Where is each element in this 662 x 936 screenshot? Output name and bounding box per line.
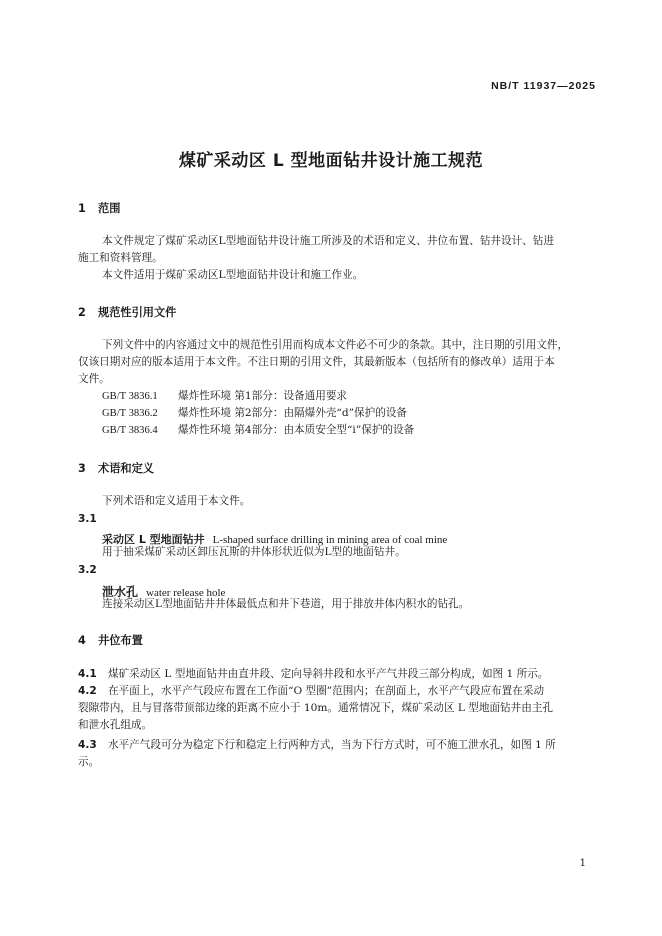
reference-code: GB/T 3836.2: [102, 408, 158, 419]
section-4-heading: [78, 632, 143, 648]
section-title: 规范性引用文件: [98, 306, 177, 319]
paragraph-cont: 仅该日期对应的版本适用于本文件。不注日期的引用文件，其最新版本（包括所有的修改单）适用于本: [78, 356, 555, 368]
paragraph: 本文件适用于煤矿采动区L型地面钻井设计和施工作业。: [102, 269, 364, 281]
term-definition: 用于抽采煤矿采动区卸压瓦斯的井体形状近似为L型的地面钻井。: [102, 546, 406, 558]
paragraph: 下列术语和定义适用于本文件。: [102, 495, 251, 507]
section-number: 3: [78, 462, 86, 475]
clause-text-cont: 和泄水孔组成。: [78, 719, 153, 731]
section-number: 1: [78, 202, 86, 215]
clause-text: 水平产气段可分为稳定下行和稳定上行两种方式，当为下行方式时，可不施工泄水孔，如图 1 所: [108, 739, 556, 751]
section-3-heading: [78, 460, 154, 476]
standard-number: NB/T 11937—2025: [491, 80, 596, 92]
reference-code: GB/T 3836.1: [102, 391, 158, 402]
reference-title: 爆炸性环境 第4部分：由本质安全型“i”保护的设备: [178, 424, 415, 436]
term-number: 3.1: [78, 513, 97, 525]
section-title: 井位布置: [98, 634, 143, 647]
page-number: 1: [579, 858, 586, 869]
section-1-heading: [78, 200, 120, 216]
paragraph: 下列文件中的内容通过文中的规范性引用而构成本文件必不可少的条款。其中，注日期的引用文件，: [102, 339, 569, 351]
paragraph: 本文件规定了煤矿采动区L型地面钻井设计施工所涉及的术语和定义、井位布置、钻井设计、钻进: [102, 235, 554, 247]
section-title: 范围: [98, 202, 121, 215]
paragraph-cont: 文件。: [78, 373, 110, 385]
section-number: 2: [78, 306, 86, 319]
clause-number: 4.3: [78, 739, 97, 751]
clause-4-3: [78, 737, 556, 754]
term-english: L-shaped surface drilling in mining area of coal mine: [212, 534, 448, 546]
clause-text-cont: 示。: [78, 756, 100, 768]
section-title: 术语和定义: [98, 462, 154, 475]
clause-number: 4.1: [78, 668, 97, 680]
reference-item: [102, 388, 347, 405]
reference-item: [102, 422, 414, 439]
term-chinese: 泄水孔: [102, 585, 139, 599]
clause-text: 煤矿采动区 L 型地面钻井由直井段、定向导斜井段和水平产气井段三部分构成，如图 1 所示。: [108, 668, 549, 680]
reference-code: GB/T 3836.4: [102, 425, 158, 436]
section-2-heading: [78, 304, 176, 320]
term-chinese: 采动区 L 型地面钻井: [102, 533, 205, 546]
reference-title: 爆炸性环境 第1部分：设备通用要求: [178, 390, 348, 402]
document-title: 煤矿采动区 L 型地面钻井设计施工规范: [178, 151, 484, 171]
clause-4-2: [78, 683, 544, 700]
section-number: 4: [78, 634, 86, 647]
term-definition: 连接采动区L型地面钻井井体最低点和井下巷道，用于排放井体内积水的钻孔。: [102, 598, 470, 610]
clause-text: 在平面上，水平产气段应布置在工作面“O 型圈”范围内；在剖面上，水平产气段应布置在采动: [108, 685, 545, 697]
clause-text-cont: 裂隙带内，且与冒落带顶部边缘的距离不应小于 10m。通常情况下，煤矿采动区 L 型地面钻井由主孔: [78, 702, 554, 714]
reference-item: [102, 405, 407, 422]
paragraph-cont: 施工和资料管理。: [78, 252, 163, 264]
term-number: 3.2: [78, 564, 97, 576]
reference-title: 爆炸性环境 第2部分：由隔爆外壳“d”保护的设备: [178, 407, 408, 419]
clause-number: 4.2: [78, 685, 97, 697]
term-english: water release hole: [146, 587, 226, 599]
clause-4-1: [78, 666, 548, 683]
